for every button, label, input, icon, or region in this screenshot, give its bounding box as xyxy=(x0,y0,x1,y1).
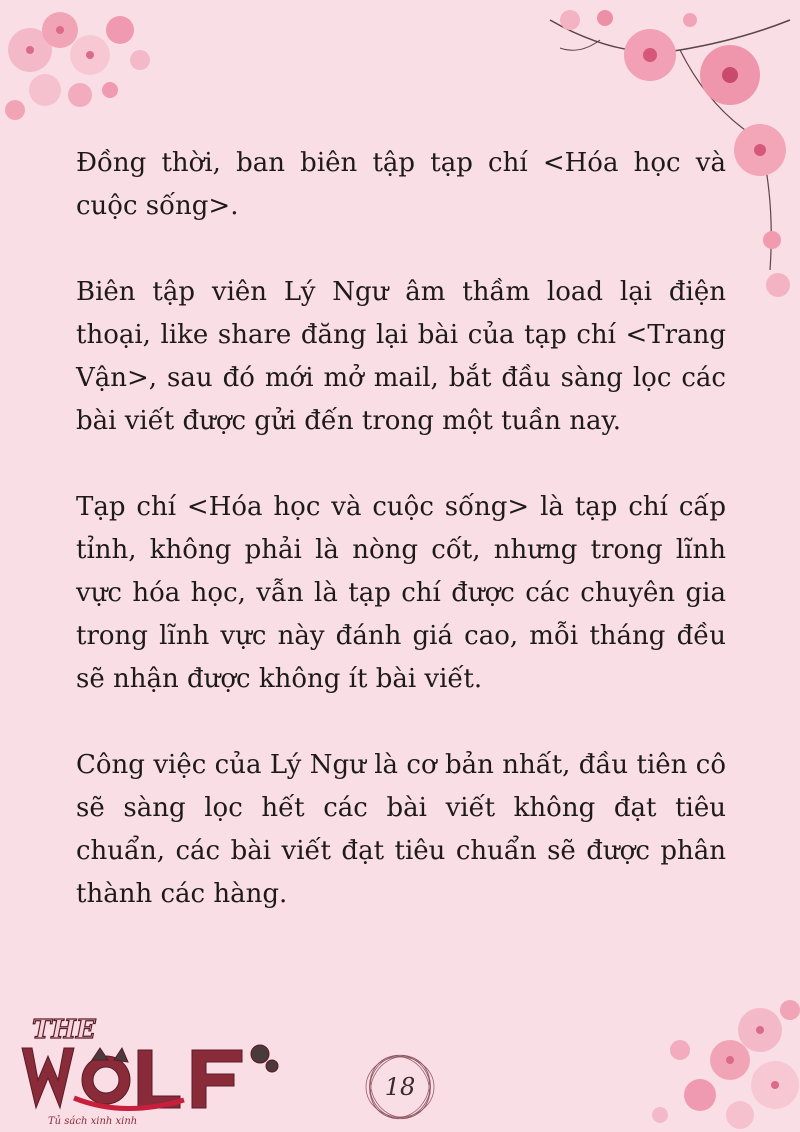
logo-tagline: Tủ sách xinh xinh xyxy=(48,1116,138,1127)
paragraph: Công việc của Lý Ngư là cơ bản nhất, đầu tiên cô sẽ sàng lọc hết các bài viết không đạt tiêu chuẩn, các bài viết đạt tiêu chuẩn sẽ được phân thành các hàng. xyxy=(76,750,726,909)
chapter-text xyxy=(76,142,726,959)
paragraph: Đồng thời, ban biên tập tạp chí <Hóa học và cuộc sống>. xyxy=(76,148,726,221)
page-number: 18 xyxy=(384,1073,416,1101)
the-wolf-logo xyxy=(14,1008,284,1126)
paragraph: Biên tập viên Lý Ngư âm thầm load lại điện thoại, like share đăng lại bài của tạp chí <Trang Vận>, sau đó mới mở mail, bắt đầu sàng lọc các bài viết được gửi đến trong một tuần nay. xyxy=(76,277,726,436)
blossom-bottom-right-decoration xyxy=(640,990,800,1132)
svg-text:THE: THE xyxy=(32,1015,96,1045)
paragraph: Tạp chí <Hóa học và cuộc sống> là tạp chí cấp tỉnh, không phải là nòng cốt, nhưng trong lĩnh vực hóa học, vẫn là tạp chí được các chuyên gia trong lĩnh vực này đánh giá cao, mỗi tháng đều sẽ nhận được không ít bài viết. xyxy=(76,492,726,694)
blossom-top-left-decoration xyxy=(0,0,170,140)
page-number-badge xyxy=(360,1052,440,1122)
